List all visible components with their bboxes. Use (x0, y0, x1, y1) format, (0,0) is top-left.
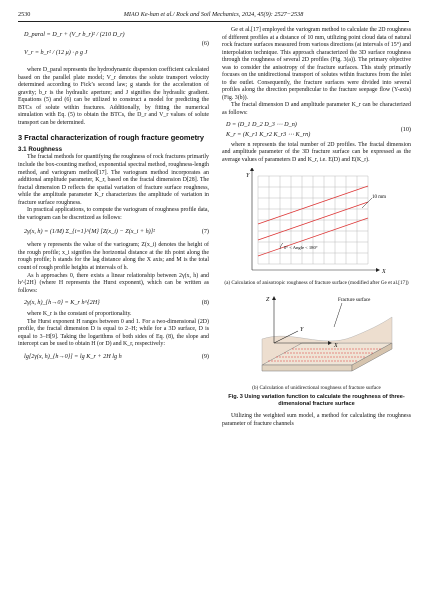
equation-6-number: (6) (201, 40, 209, 47)
angle-label: 0° < Angle < 180° (284, 245, 318, 251)
paragraph: The Hurst exponent H ranges between 0 and 1. For a two-dimensional (2D) profile, the fractal dimension D is equal to 2−H; while for a 3D surface, D is equal to 3−H[9]. Taking the logarithms of both sides of Eq. (8), the slope and intercept can be used to obtain H (or D) and K_r, respectively: (18, 318, 209, 348)
equation-7 (18, 222, 209, 242)
paragraph: As h approaches 0, there exists a linear relationship between 2γ(x, h) and h^{2H} (where H represents the Hurst exponent), which can be written as follows: (18, 272, 209, 294)
grid (258, 176, 368, 264)
figure-3b-caption: (b) Calculation of unidirectional roughness of fracture surface (252, 384, 381, 391)
running-header (18, 9, 409, 22)
paragraph: The fractal methods for quantifying the roughness of rock fractures primarily include the box-counting method, exponential spectral method, roughness-length method, and variogram method[17]. The variogram method incorporates an additional amplitude parameter, K_r, based on the fractal dimension D[28]. The fractal dimension D reflects the spatial variation of fracture surface roughness, while the amplitude parameter K_r characterizes the amplitude of variation in fracture surface roughness. (18, 154, 209, 206)
equation-6 (18, 27, 209, 63)
paragraph: Utilizing the weighted sum model, a method for calculating the roughness parameter of fracture channels (222, 413, 411, 427)
equation-7-number: (7) (201, 228, 209, 236)
page-number: 2530 (18, 11, 31, 18)
paragraph: where D_paral represents the hydrodynamic dispersion coefficient calculated based on the parallel plate model; V_r denotes the solute transport velocity determined according to Fick’s second law; g stands for the acceleration of gravity; b_r is the hydraulic aperture; and J signifies the hydraulic gradient. Equations (5) and (6) can be utilized to construct a model for predicting the BTCs of solute within fractures. Additionally, by fitting the numerical simulation with Eq. (5) to obtain the BTCs, the D_r and V_r values of solute transport can be determined. (18, 67, 209, 126)
figure-3a-caption: (a) Calculation of anisotropic roughness of fracture surface (modified after Ge et al.[17]) (224, 279, 409, 286)
right-column (222, 27, 411, 428)
equation-9-number: (9) (201, 352, 209, 360)
subsection-title: 3.1 Roughness (18, 145, 63, 153)
paragraph: where K_r is the constant of proportionality. (27, 311, 132, 318)
paragraph: Ge et al.[17] employed the variogram method to calculate the 2D roughness of different profiles at a distance of 10 mm, utilizing point cloud data of natural rock fracture surfaces measured from various directions (at intervals of 15°) and interpolation technique. This approach characterized the 3D surface roughness through the roughness of several 2D profiles (Fig. 3(a)). The primary objective was to consider the anisotropy of the fracture surfaces. This study primarily focuses on the unidirectional transport of solutes within fractures from the inlet to the outlet. Consequently, the fracture surfaces were divided into several profiles along the direction perpendicular to the fracture seepage flow (Y-axis) (Fig. 3(b)). (222, 27, 411, 101)
axis-x-label: X (334, 343, 338, 350)
equation-10-number: (10) (400, 125, 411, 133)
equation-8-number: (8) (201, 299, 209, 307)
left-column (18, 27, 209, 363)
spacing-label: 10 mm (372, 195, 387, 201)
fracture-surface-label: Fracture surface (338, 298, 371, 304)
journal-citation: MIAO Ke-han et al./ Rock and Soil Mechanics, 2024, 45(9): 2527−2538 (123, 11, 304, 18)
equation-9 (18, 349, 209, 363)
section-title: 3 Fractal characterization of rough fracture geometry (18, 133, 205, 143)
figure-3b (222, 291, 411, 391)
equation-7-body: 2γ(x, h) = (1/M) Σ_{i=1}^{M} [Z(x_i) − Z(x_i + h)]² (24, 228, 156, 236)
paragraph: where γ represents the value of the variogram; Z(x_i) denotes the height of the rough profile; x_i signifies the horizontal distance at the ith point along the rough profile; h stands for the lag distance along the X axis; and M is the total count of rough profile heights at intervals of h. (18, 242, 209, 271)
equation-10-line-1: D = (D_1 D_2 D_3 ⋯ D_n) (226, 120, 297, 128)
equation-8-body: 2γ(x, h)_{h→0} = K_r h^{2H} (24, 299, 100, 307)
equation-6-line-2: V_r = b_r² / (12 μ) · ρ g J (24, 49, 88, 56)
equation-6-line-1: D_paral = D_r + (V_r b_r)² / (210 D_r) (24, 31, 125, 38)
figure-3a (222, 168, 411, 286)
equation-10 (222, 118, 411, 142)
axis-x-label: X (382, 269, 386, 276)
equation-9-body: lg[2γ(x, h)_{h→0}] = lg K_r + 2H lg h (24, 352, 122, 360)
axis-y-label: Y (300, 327, 304, 334)
axis-z-label: Z (266, 297, 270, 304)
axis-y-label: Y (246, 173, 250, 180)
figure-3-caption: Fig. 3 Using variation function to calculate the roughness of three-dimensional fracture surface (228, 394, 405, 408)
equation-10-line-2: K_r = (K_r1 K_r2 K_r3 ⋯ K_rn) (226, 130, 311, 138)
anisotropic-profile-diagram (222, 168, 411, 276)
equation-8 (18, 295, 209, 311)
paragraph: The fractal dimension D and amplitude parameter K_r can be characterized as follows: (222, 102, 411, 117)
paragraph: where n represents the total number of 2D profiles. The fractal dimension and amplitude parameter of the 3D fracture surface can be expressed as the average values of parameters D and K_r, i.e. E(D) and E(K_r). (222, 141, 411, 163)
unidirectional-profile-diagram (222, 291, 411, 381)
paragraph: In practical applications, to compute the variogram of roughness profile data, the variogram can be discretized as follows: (18, 207, 209, 221)
